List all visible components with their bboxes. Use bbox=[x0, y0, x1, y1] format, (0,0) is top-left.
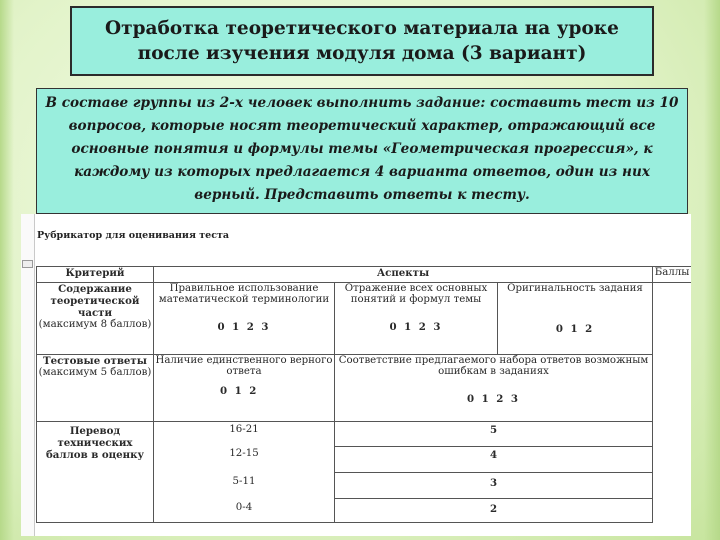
score-range-4: 0-4 bbox=[235, 502, 253, 513]
conversion-label bbox=[37, 422, 154, 523]
task-description: В составе группы из 2-х человек выполнить задание: составить тест из 10 вопросов, которые носят теоретический характер, отражающий все основные понятия и формулы темы «Геометрическая прогрессия», к каждому из которых предлагается 4 варианта ответов, один из них верный. Представить ответы к тесту. bbox=[45, 95, 679, 203]
aspect-single-answer-l1: Наличие единственного верного bbox=[155, 355, 333, 366]
grade-4: 2 bbox=[335, 498, 652, 522]
right-edge-decor bbox=[704, 0, 720, 540]
criterion-content-l3: части bbox=[77, 307, 113, 319]
conversion-label-l1: Перевод bbox=[69, 425, 121, 437]
grade-1: 5 bbox=[489, 424, 498, 436]
rubric-title: Рубрикатор для оценивания теста bbox=[37, 230, 230, 241]
aspect-errors-match-l2: ошибкам в заданиях bbox=[438, 366, 549, 377]
aspect-terminology-scale: 0 1 2 3 bbox=[217, 321, 271, 333]
aspect-single-answer-l2: ответа bbox=[226, 366, 262, 377]
criterion-answers-l2: (максимум 5 баллов) bbox=[38, 367, 152, 378]
aspect-terminology bbox=[154, 283, 335, 355]
criterion-answers-l1: Тестовые ответы bbox=[43, 355, 147, 367]
aspect-concepts-scale: 0 1 2 3 bbox=[389, 321, 443, 333]
rubric-row-answers bbox=[37, 355, 692, 422]
points-empty-2 bbox=[653, 355, 691, 422]
points-empty-3 bbox=[653, 422, 691, 523]
task-description-box bbox=[36, 88, 688, 214]
conversion-label-l3: баллов в оценку bbox=[46, 449, 144, 461]
score-range-1: 16-21 bbox=[229, 424, 259, 435]
rubric-scan-image bbox=[21, 214, 691, 536]
aspect-concepts-l1: Отражение всех основных bbox=[344, 283, 488, 294]
slide-title-box bbox=[70, 6, 654, 76]
score-ranges bbox=[154, 422, 335, 523]
header-aspects: Аспекты bbox=[154, 267, 653, 283]
header-points: Баллы bbox=[653, 267, 691, 283]
aspect-single-answer-scale: 0 1 2 bbox=[220, 385, 259, 397]
criterion-content-l2: теоретической bbox=[50, 295, 140, 307]
criterion-content bbox=[37, 283, 154, 355]
aspect-concepts bbox=[335, 283, 498, 355]
grade-2: 4 bbox=[335, 446, 652, 472]
criterion-content-l1: Содержание bbox=[58, 283, 132, 295]
score-range-2: 12-15 bbox=[229, 448, 259, 459]
grades bbox=[335, 422, 653, 523]
rubric-row-content bbox=[37, 283, 692, 355]
aspect-terminology-l1: Правильное использование bbox=[169, 283, 319, 294]
grade-3: 3 bbox=[335, 472, 652, 498]
rubric-table bbox=[36, 266, 691, 523]
aspect-errors-match-l1: Соответствие предлагаемого набора ответов возможным bbox=[338, 355, 649, 366]
table-move-handle-icon bbox=[22, 260, 33, 268]
slide-title-line2: после изучения модуля дома (3 вариант) bbox=[137, 43, 587, 64]
rubric-header-row bbox=[37, 267, 692, 283]
criterion-answers bbox=[37, 355, 154, 422]
left-edge-decor bbox=[0, 0, 14, 540]
aspect-single-answer bbox=[154, 355, 335, 422]
aspect-errors-match bbox=[335, 355, 653, 422]
aspect-terminology-l2: математической терминологии bbox=[158, 294, 330, 305]
aspect-originality bbox=[498, 283, 653, 355]
slide-title bbox=[105, 16, 619, 66]
rubric-row-conversion bbox=[37, 422, 692, 523]
aspect-originality-l1: Оригинальность задания bbox=[507, 283, 643, 294]
header-criterion: Критерий bbox=[37, 267, 154, 283]
slide-title-line1: Отработка теоретического материала на уроке bbox=[105, 18, 619, 39]
conversion-label-l2: технических bbox=[57, 437, 133, 449]
aspect-errors-match-scale: 0 1 2 3 bbox=[467, 393, 521, 405]
aspect-originality-scale: 0 1 2 bbox=[555, 323, 595, 335]
points-empty-1 bbox=[653, 283, 691, 355]
score-range-3: 5-11 bbox=[232, 476, 256, 487]
aspect-concepts-l2: понятий и формул темы bbox=[350, 294, 482, 305]
criterion-content-note: (максимум 8 баллов) bbox=[38, 319, 152, 330]
document-gutter bbox=[21, 214, 35, 536]
